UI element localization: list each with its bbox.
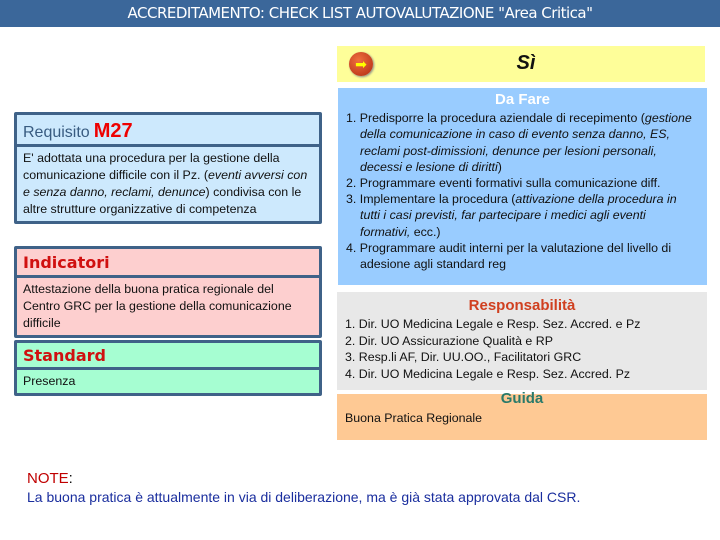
- answer-label: Sì: [516, 52, 536, 74]
- list-item: 3. Resp.li AF, Dir. UU.OO., Facilitatori GRC: [345, 350, 582, 365]
- da-fare-box: [338, 88, 707, 285]
- note-colon: :: [68, 470, 73, 487]
- indicatori-box: [14, 246, 322, 338]
- guida-box: [337, 390, 707, 440]
- list-item: 4. Dir. UO Medicina Legale e Resp. Sez. Accred. Pz: [345, 366, 631, 381]
- guida-title: Guida: [500, 390, 544, 407]
- requisito-label: Requisito: [23, 124, 90, 141]
- responsabilita-title: Responsabilità: [468, 297, 576, 314]
- standard-text: Presenza: [23, 374, 76, 388]
- indicatori-title: Indicatori: [17, 249, 319, 278]
- list-item: 2. Dir. UO Assicurazione Qualità e RP: [345, 333, 553, 348]
- list-item: 1. Dir. UO Medicina Legale e Resp. Sez. Accred. e Pz: [345, 317, 641, 332]
- requisito-code: M27: [93, 120, 133, 142]
- arrow-right-icon[interactable]: ➡: [349, 52, 373, 76]
- requisito-text-italic: eventi avversi con e senza danno, reclami, denunce: [23, 168, 308, 199]
- responsabilita-box: [337, 292, 707, 390]
- list-item: 3. Implementare la procedura (attivazione della procedura in tutti i casi previsti, far partecipare i medici agli eventi formativi, ecc.): [346, 192, 677, 239]
- list-item: 2. Programmare eventi formativi sulla comunicazione diff.: [346, 176, 661, 191]
- requisito-text: [17, 147, 319, 221]
- page-title: ACCREDITAMENTO: CHECK LIST AUTOVALUTAZIONE "Area Critica": [0, 0, 720, 27]
- requisito-text-1: E' adottata una procedura per la gestione della comunicazione difficile con il Pz. (: [23, 151, 280, 182]
- da-fare-title: Da Fare: [494, 91, 551, 108]
- note-label: NOTE: [27, 470, 69, 487]
- guida-text: Buona Pratica Regionale: [345, 411, 483, 425]
- note-section: [27, 470, 580, 505]
- list-item: 1. Predisporre la procedura aziendale di recepimento (gestione della comunicazione in caso di evento senza danno, ES, reclami post-dimissioni, denunce per lesioni personali, decessi e lesione di diritti): [346, 111, 692, 174]
- list-item: 4. Programmare audit interni per la valutazione del livello di adesione agli standard reg: [346, 240, 672, 272]
- note-text: La buona pratica è attualmente in via di deliberazione, ma è già stata approvata dal CSR.: [27, 489, 581, 505]
- requisito-text-2: ) condivisa con le altre strutture organizzative di competenza: [23, 185, 302, 216]
- answer-banner: [337, 46, 705, 82]
- requisito-header: [17, 115, 319, 147]
- standard-box: [14, 340, 322, 396]
- requisito-box: [14, 112, 322, 224]
- indicatori-text: Attestazione della buona pratica regionale del Centro GRC per la gestione della comunicazione difficile: [23, 282, 292, 330]
- standard-title: Standard: [17, 343, 319, 370]
